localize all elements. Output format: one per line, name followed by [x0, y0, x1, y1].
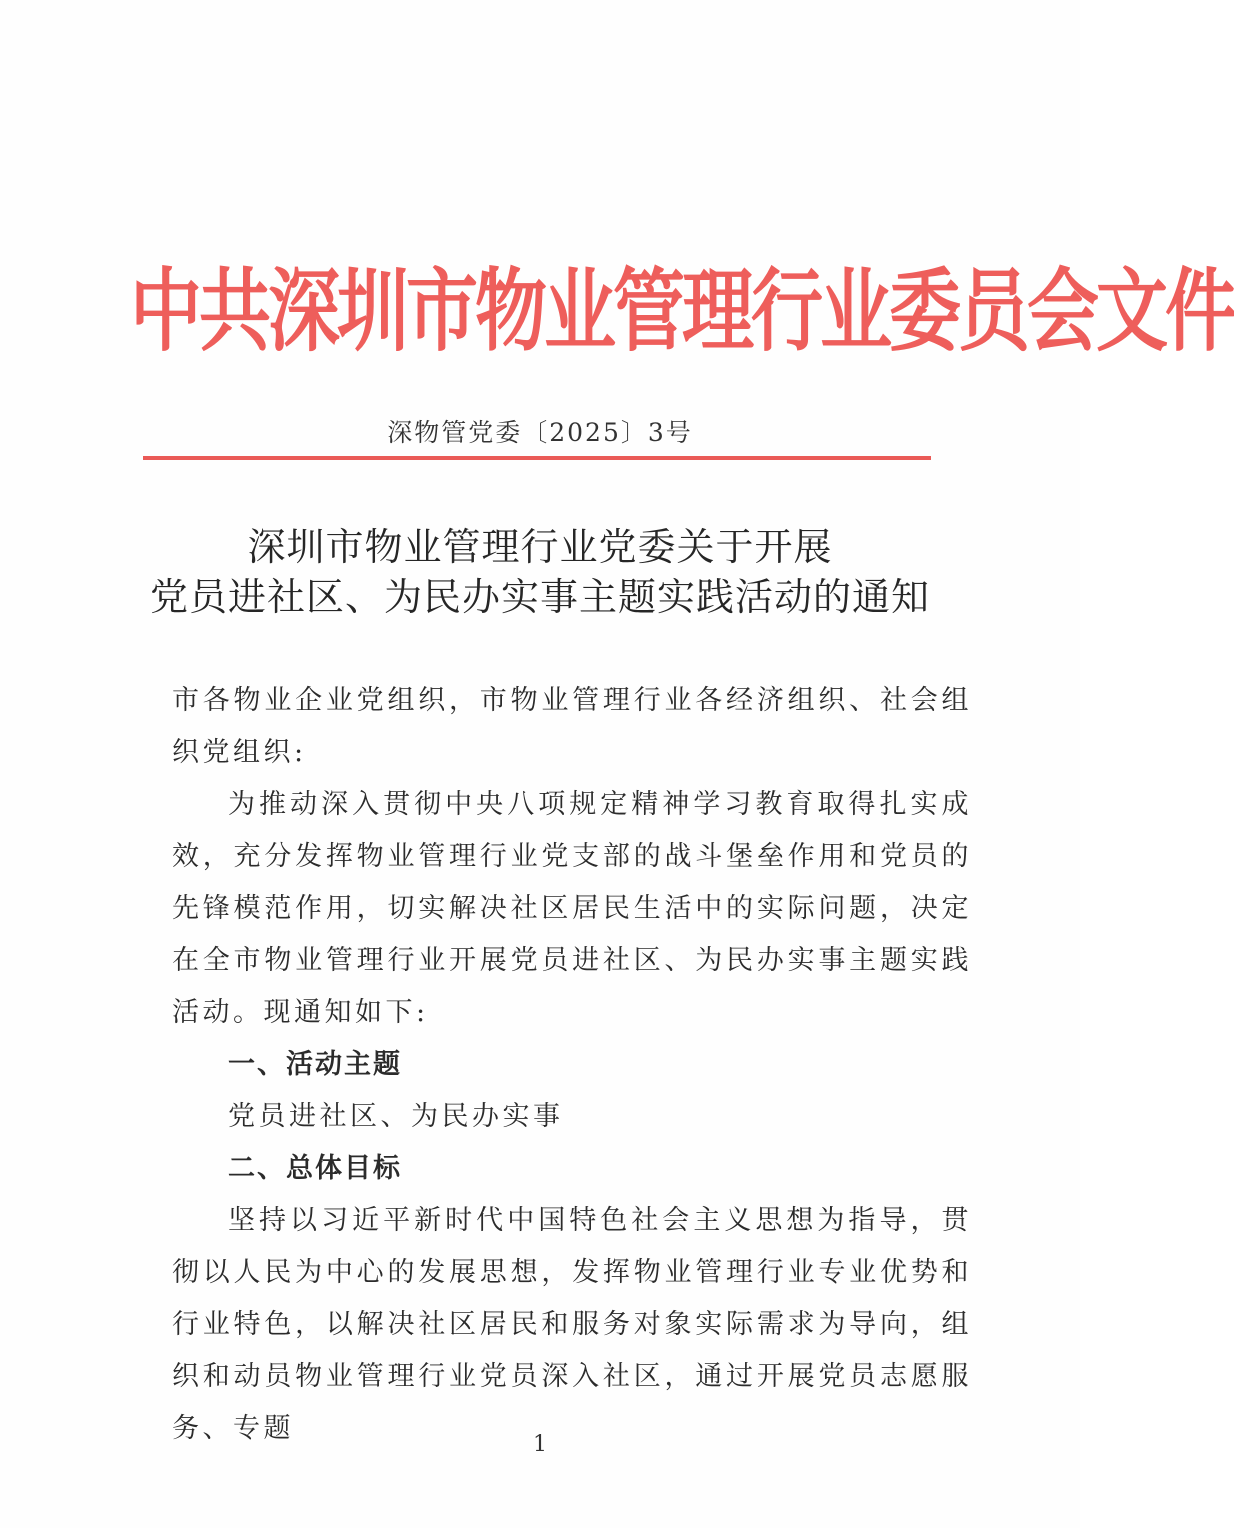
document-body — [172, 675, 972, 1455]
red-divider-line — [143, 456, 931, 460]
intro-paragraph: 为推动深入贯彻中央八项规定精神学习教育取得扎实成效，充分发挥物业管理行业党支部的战斗堡垒作用和党员的先锋模范作用，切实解决社区居民生活中的实际问题，决定在全市物业管理行业开展党员进社区、为民办实事主题实践活动。现通知如下: — [172, 789, 972, 1028]
section-1-heading: 一、活动主题 — [228, 1049, 402, 1080]
document-number: 深物管党委〔2025〕3号 — [387, 418, 693, 447]
notice-title — [0, 522, 1080, 622]
section-1-text: 党员进社区、为民办实事 — [228, 1101, 564, 1132]
masthead-title: 中共深圳市物业管理行业委员会文件 — [130, 258, 1234, 363]
section-2-heading: 二、总体目标 — [228, 1153, 402, 1184]
section-2-text: 坚持以习近平新时代中国特色社会主义思想为指导，贯彻以人民为中心的发展思想，发挥物业管理行业专业优势和行业特色，以解决社区居民和服务对象实际需求为导向，组织和动员物业管理行业党员深入社区，通过开展党员志愿服务、专题 — [172, 1205, 972, 1444]
page-number: 1 — [533, 1432, 547, 1457]
notice-title-line-2: 党员进社区、为民办实事主题实践活动的通知 — [149, 575, 930, 619]
salutation: 市各物业企业党组织，市物业管理行业各经济组织、社会组织党组织: — [172, 685, 972, 768]
notice-title-line-1: 深圳市物业管理行业党委关于开展 — [247, 525, 833, 569]
